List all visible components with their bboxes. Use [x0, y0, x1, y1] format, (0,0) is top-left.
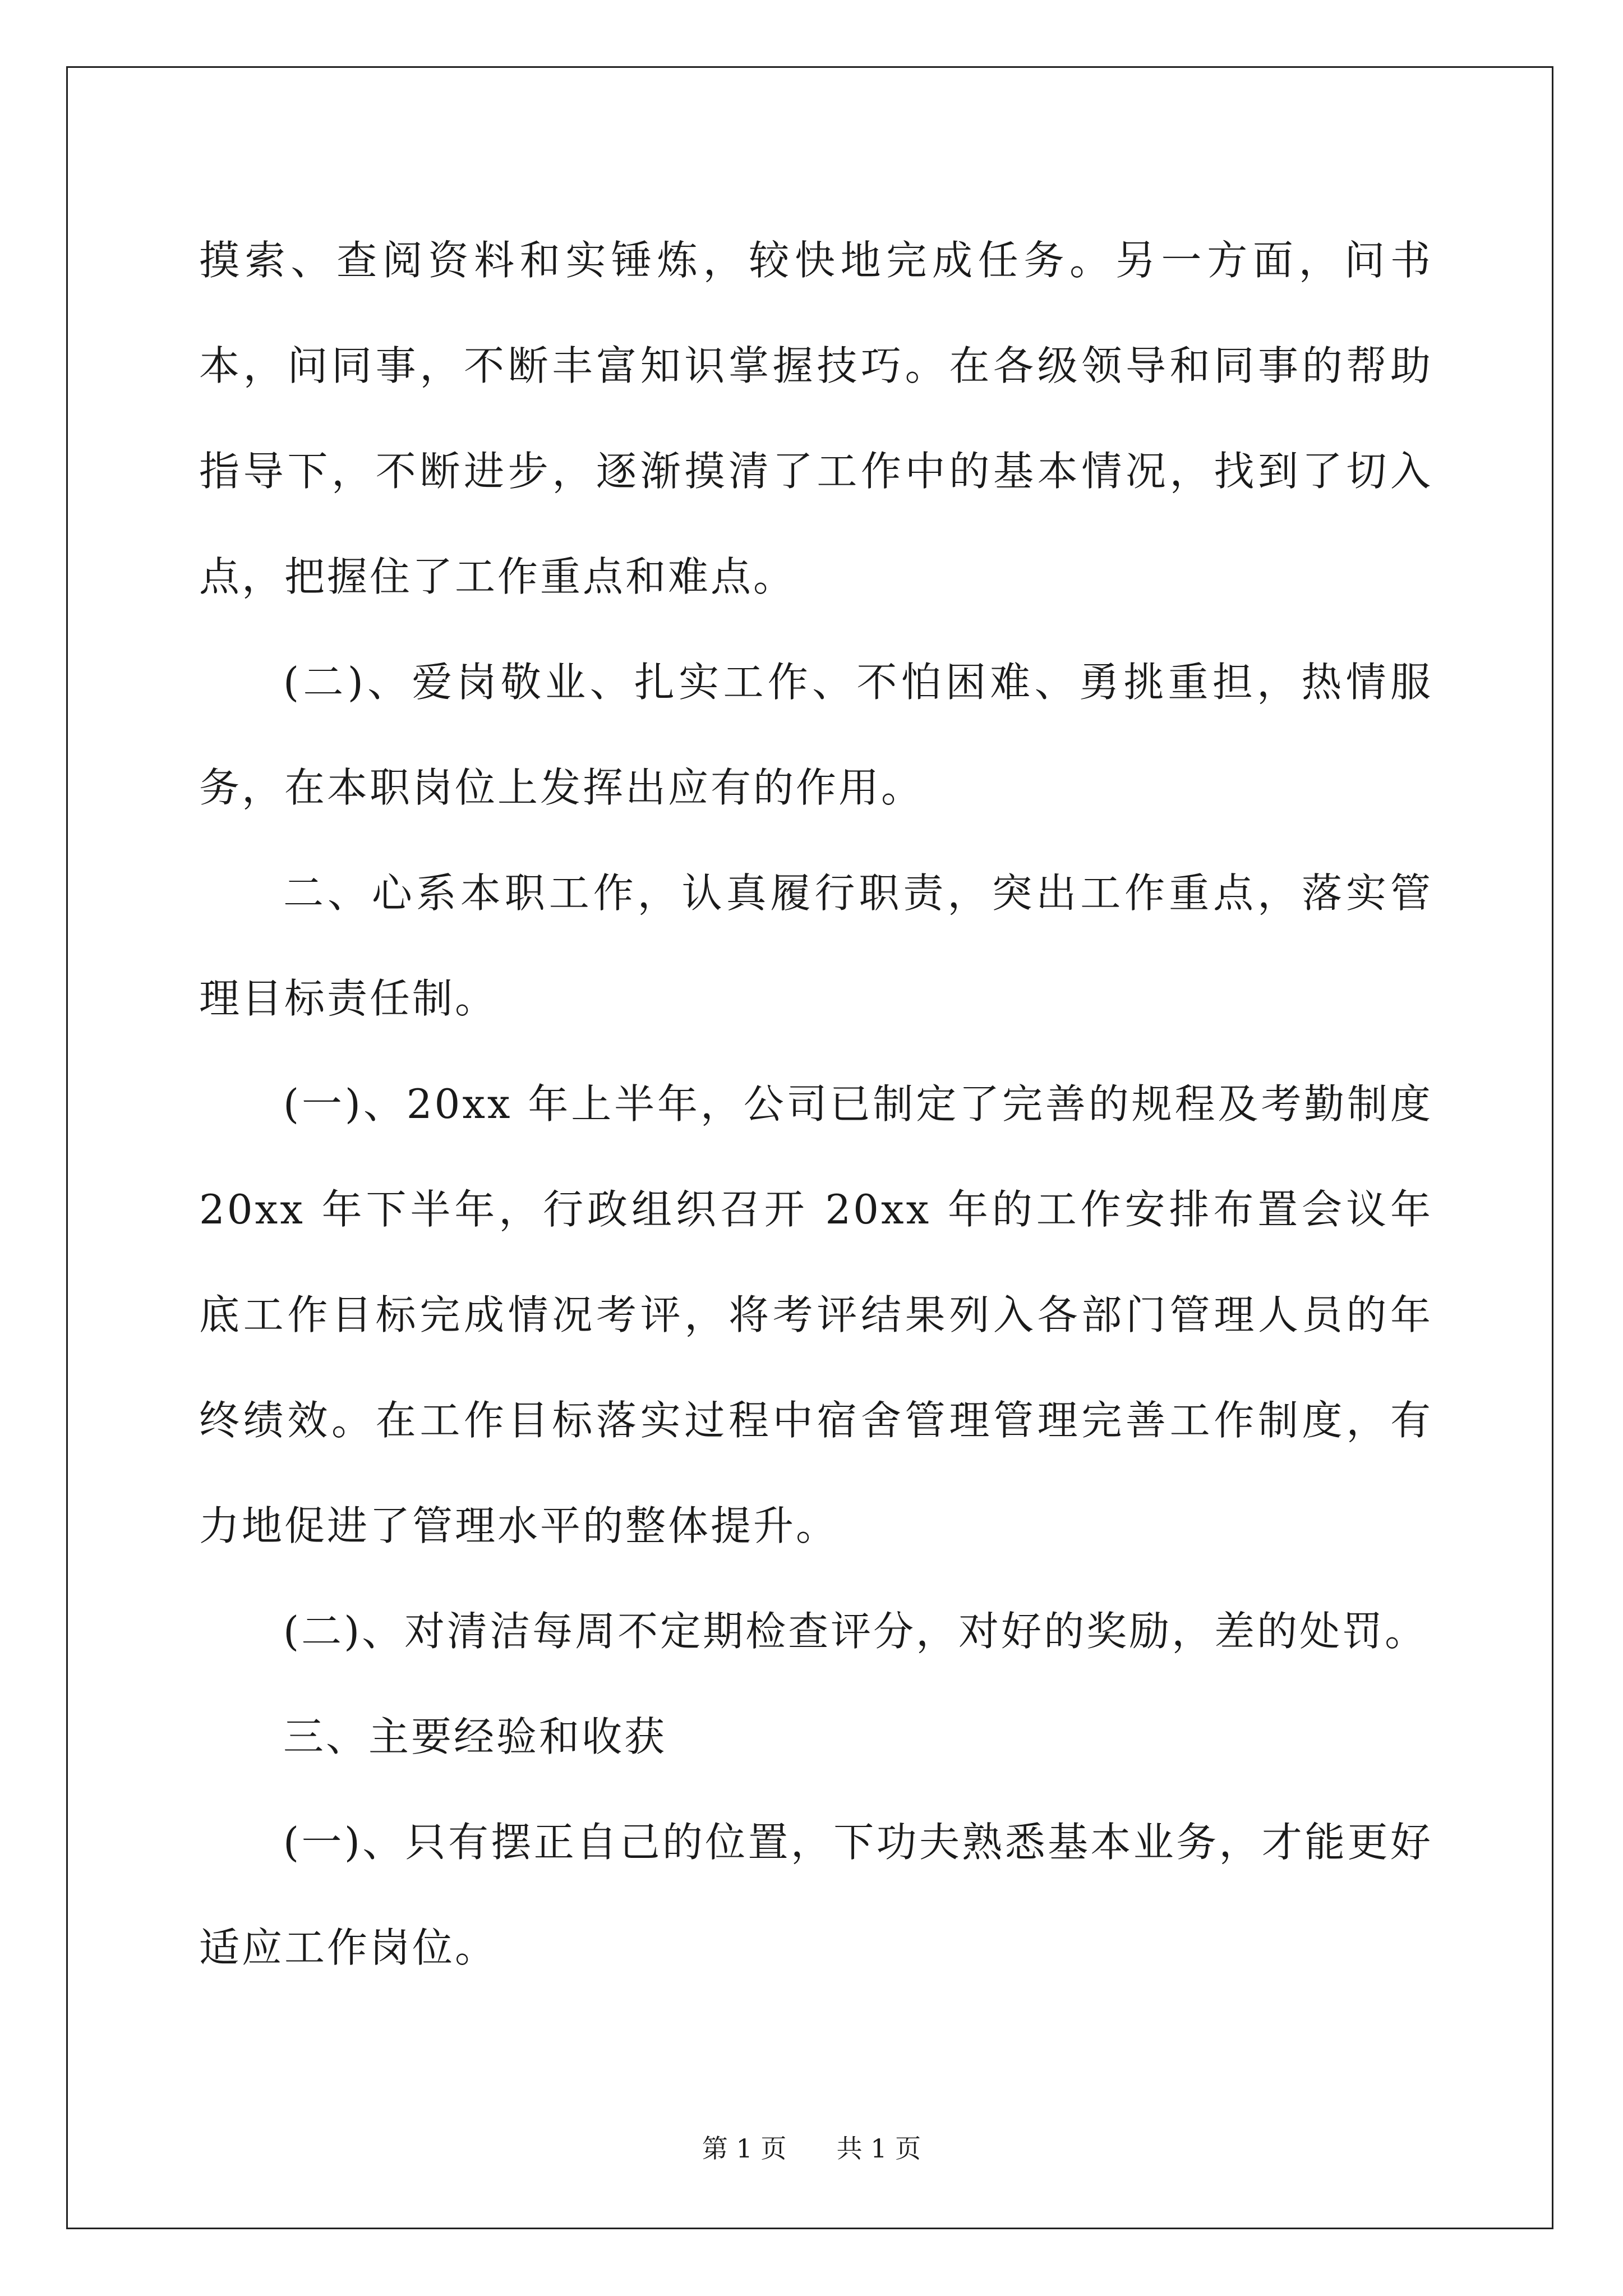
paragraph-7: (一)、只有摆正自己的位置，下功夫熟悉基本业务，才能更好适应工作岗位。: [199, 1819, 1433, 1971]
paragraph-1: 摸索、查阅资料和实锤炼，较快地完成任务。另一方面，问书本，问同事，不断丰富知识掌握技巧。在各级领导和同事的帮助指导下，不断进步，逐渐摸清了工作中的基本情况，找到了切入点，把握住了工作重点和难点。: [199, 237, 1433, 600]
paragraph-3: 二、心系本职工作，认真履行职责，突出工作重点，落实管理目标责任制。: [199, 869, 1433, 1022]
paragraph-4: (一)、20xx 年上半年，公司已制定了完善的规程及考勤制度 20xx 年下半年，行政组织召开 20xx 年的工作安排布置会议年底工作目标完成情况考评，将考评结果列入各部门管理人员的年终绩效。在工作目标落实过程中宿舍管理管理完善工作制度，有力地促进了管理水平的整体提升。: [199, 1080, 1433, 1549]
total-pages: 共 1 页: [836, 2133, 921, 2164]
paragraph-6: 三、主要经验和收获: [283, 1713, 667, 1760]
paragraph-2: (二)、爱岗敬业、扎实工作、不怕困难、勇挑重担，热情服务，在本职岗位上发挥出应有的作用。: [199, 659, 1433, 811]
page-number: 第 1 页: [702, 2133, 787, 2164]
document-body: [199, 208, 1433, 2000]
page-footer: [0, 2132, 1623, 2165]
paragraph-5: (二)、对清洁每周不定期检查评分，对好的奖励，差的处罚。: [283, 1608, 1428, 1655]
